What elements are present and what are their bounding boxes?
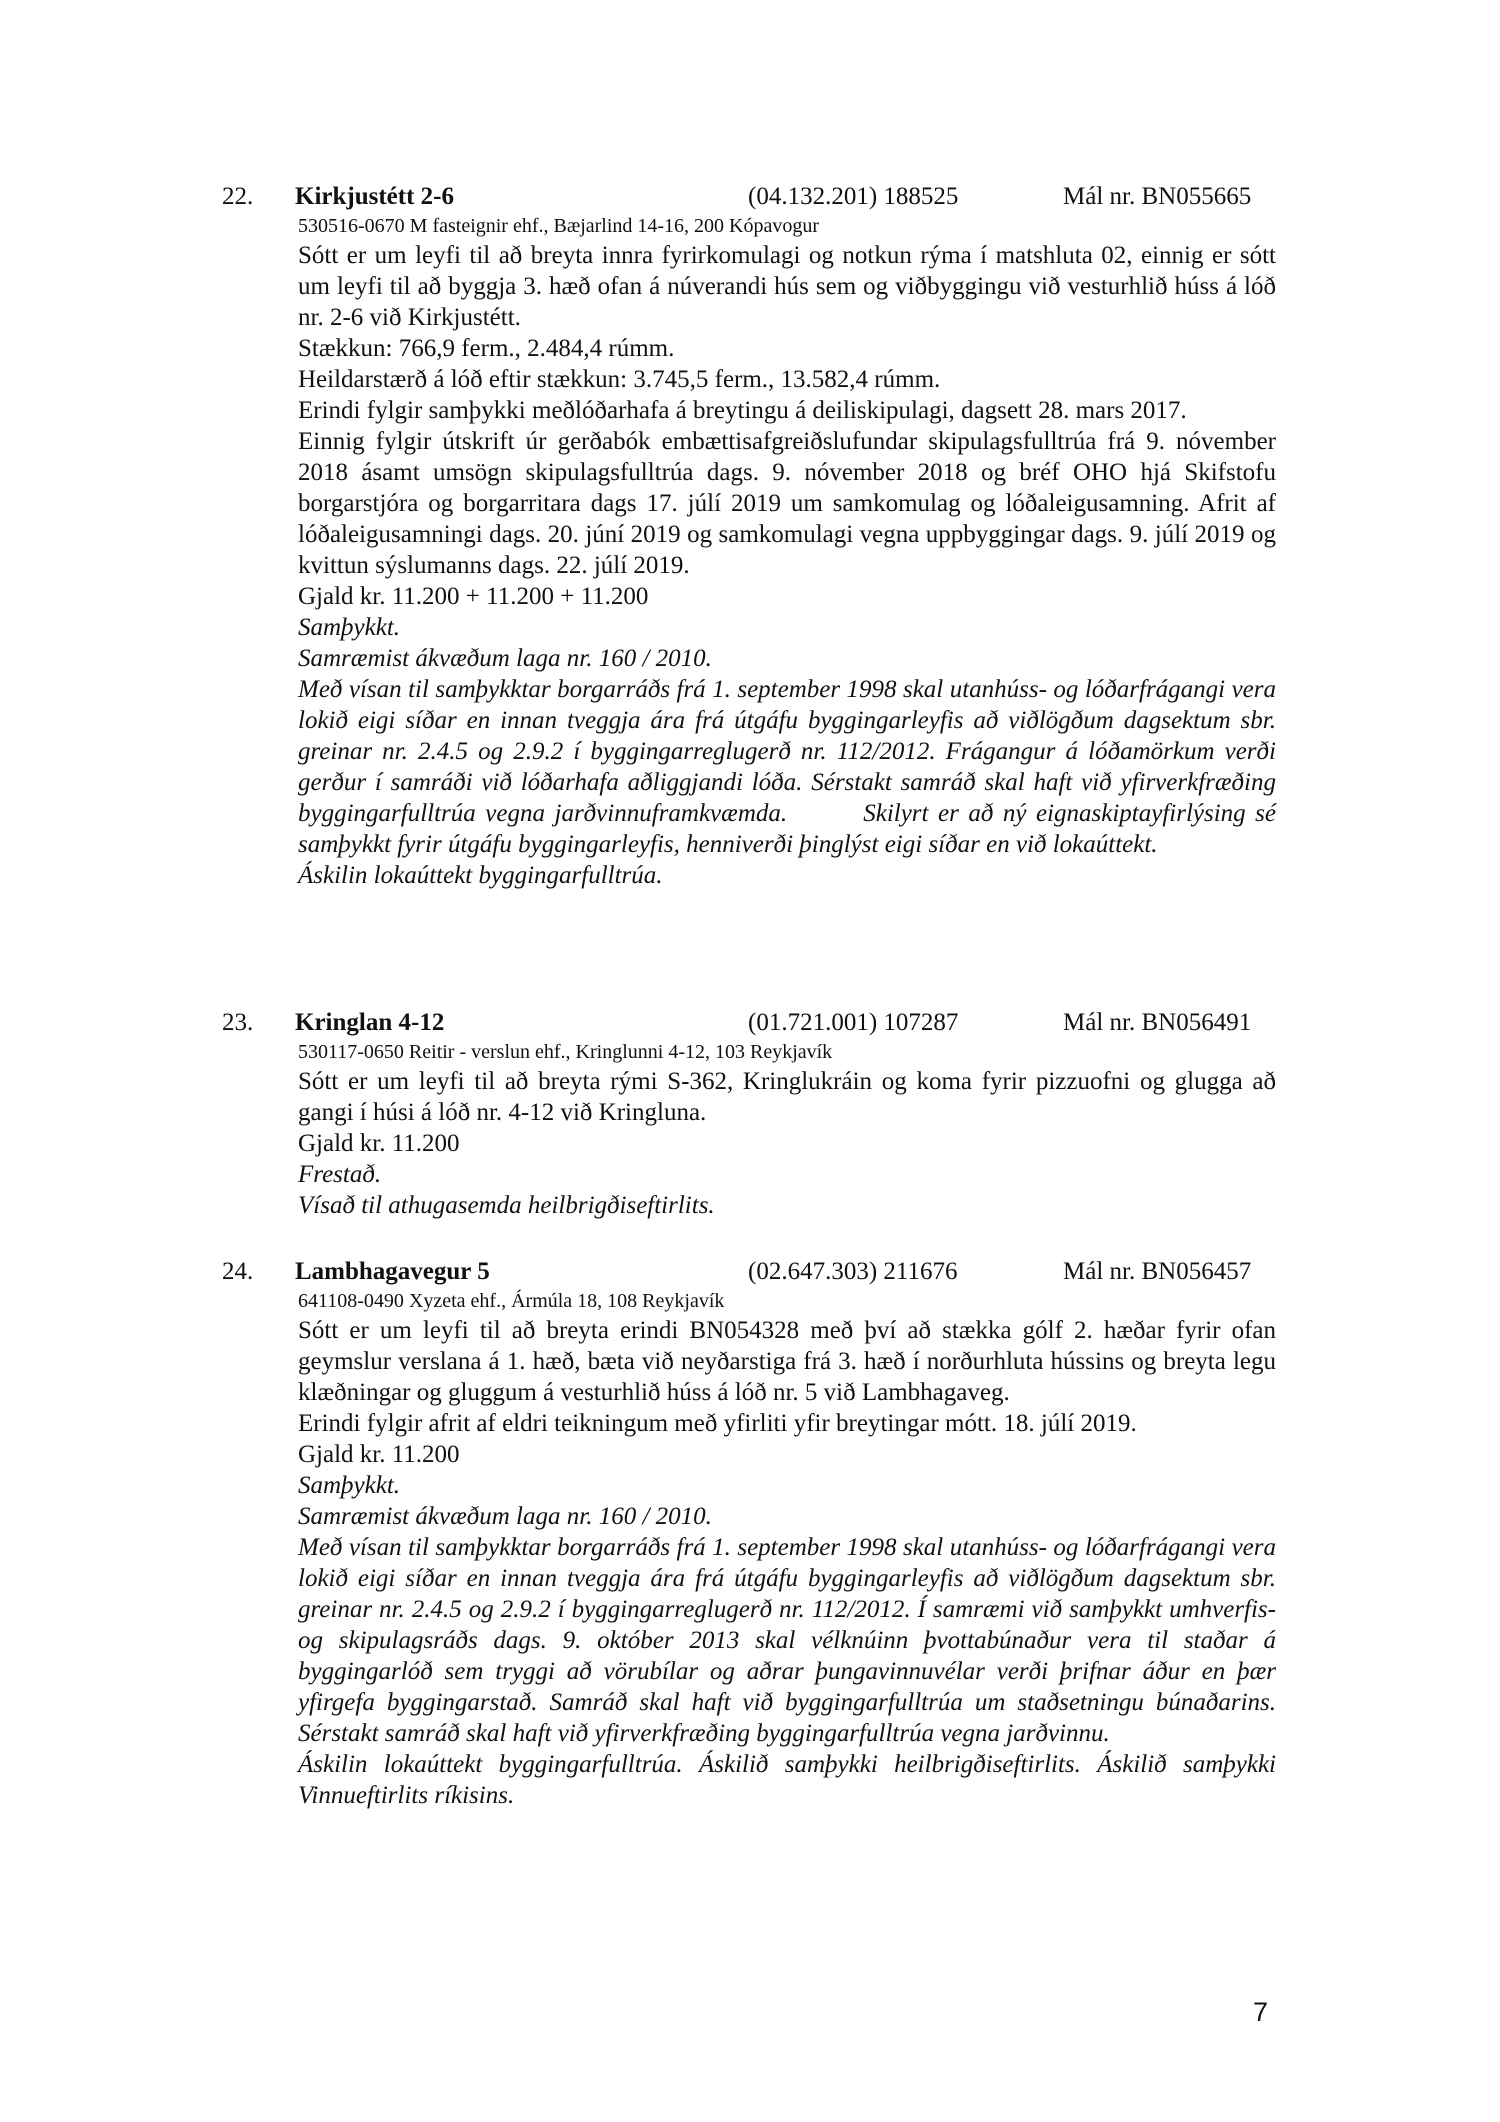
paragraph: Erindi fylgir samþykki meðlóðarhafa á breytingu á deiliskipulagi, dagsett 28. mars 2017.	[298, 397, 1187, 424]
case-number: 23.	[222, 1009, 254, 1036]
fee: Gjald kr. 11.200	[298, 1441, 460, 1468]
decision: Áskilin lokaúttekt byggingarfulltrúa. Áskilið samþykki heilbrigðiseftirlits. Áskilið samþykki Vinnueftirlits ríkisins.	[298, 1751, 1276, 1809]
decision: Með vísan til samþykktar borgarráðs frá 1. september 1998 skal utanhúss- og lóðarfrágangi vera lokið eigi síðar en innan tveggja ára frá útgáfu byggingarleyfis að viðlögðum dagsektum sbr. greinar nr. 2.4.5 og 2.9.2 í byggingarreglugerð nr. 112/2012. Frágangur á lóðamörkum verði gerður í samráði við lóðarhafa aðliggjandi lóða. Sérstakt samráð skal haft við yfirverkfræðing byggingarfulltrúa vegna jarðvinnuframkvæmda. Skilyrt er að ný eignaskiptayfirlýsing sé samþykkt fyrir útgáfu byggingarleyfis, henniverði þinglýst eigi síðar en við lokaúttekt.	[298, 676, 1283, 858]
case-body	[298, 1315, 1276, 1811]
decision: Samræmist ákvæðum laga nr. 160 / 2010.	[298, 645, 712, 672]
applicant: 641108-0490 Xyzeta ehf., Ármúla 18, 108 Reykjavík	[298, 1290, 725, 1312]
case-24	[0, 1255, 1500, 1811]
land-number: (01.721.001) 107287	[748, 1009, 959, 1036]
decision: Samræmist ákvæðum laga nr. 160 / 2010.	[298, 1503, 712, 1530]
applicant: 530117-0650 Reitir - verslun ehf., Kringlunni 4-12, 103 Reykjavík	[298, 1041, 833, 1063]
case-header	[0, 1006, 1500, 1040]
fee: Gjald kr. 11.200	[298, 1130, 460, 1157]
applicant: 530516-0670 M fasteignir ehf., Bæjarlind 14-16, 200 Kópavogur	[298, 215, 820, 237]
case-address: Kringlan 4-12	[295, 1009, 445, 1036]
case-body	[298, 240, 1283, 891]
decision: Frestað.	[298, 1161, 382, 1188]
fee: Gjald kr. 11.200 + 11.200 + 11.200	[298, 583, 649, 610]
case-header	[0, 180, 1500, 214]
case-file-number: Mál nr. BN056457	[1063, 1258, 1252, 1285]
decision: Samþykkt.	[298, 614, 401, 641]
case-body	[298, 1066, 1276, 1221]
case-number: 22.	[222, 183, 254, 210]
decision: Vísað til athugasemda heilbrigðiseftirlits.	[298, 1192, 715, 1219]
paragraph: Einnig fylgir útskrift úr gerðabók embættisafgreiðslufundar skipulagsfulltrúa frá 9. nóvember 2018 ásamt umsögn skipulagsfulltrúa dags. 9. nóvember 2018 og bréf OHO hjá Skifstofu borgarstjóra og borgarritara dags 17. júlí 2019 um samkomulag og lóðaleigusamning. Afrit af lóðaleigusamningi dags. 20. júní 2019 og samkomulagi vegna uppbyggingar dags. 9. júlí 2019 og kvittun sýslumanns dags. 22. júlí 2019.	[298, 428, 1276, 579]
decision: Með vísan til samþykktar borgarráðs frá 1. september 1998 skal utanhúss- og lóðarfrágangi vera lokið eigi síðar en innan tveggja ára frá útgáfu byggingarleyfis að viðlögðum dagsektum sbr. greinar nr. 2.4.5 og 2.9.2 í byggingarreglugerð nr. 112/2012. Í samræmi við samþykkt umhverfis- og skipulagsráðs dags. 9. október 2013 skal vélknúinn þvottabúnaður vera til staðar á byggingarlóð sem tryggi að vörubílar og aðrar þungavinnuvélar verði þrifnar áður en þær yfirgefa byggingarstað. Samráð skal haft við byggingarfulltrúa um staðsetningu búnaðarins. Sérstakt samráð skal haft við yfirverkfræðing byggingarfulltrúa vegna jarðvinnu.	[298, 1534, 1276, 1747]
case-address: Lambhagavegur 5	[295, 1258, 490, 1285]
land-number: (02.647.303) 211676	[748, 1258, 958, 1285]
case-address: Kirkjustétt 2-6	[295, 183, 454, 210]
decision: Áskilin lokaúttekt byggingarfulltrúa.	[298, 862, 663, 889]
paragraph: Erindi fylgir afrit af eldri teikningum með yfirliti yfir breytingar mótt. 18. júlí 2019.	[298, 1410, 1137, 1437]
case-file-number: Mál nr. BN055665	[1063, 183, 1252, 210]
paragraph: Stækkun: 766,9 ferm., 2.484,4 rúmm.	[298, 335, 675, 362]
case-23	[0, 1006, 1500, 1221]
page-number: 7	[1253, 1997, 1269, 2027]
paragraph: Heildarstærð á lóð eftir stækkun: 3.745,5 ferm., 13.582,4 rúmm.	[298, 366, 941, 393]
land-number: (04.132.201) 188525	[748, 183, 959, 210]
case-number: 24.	[222, 1258, 254, 1285]
case-22	[0, 180, 1500, 891]
paragraph: Sótt er um leyfi til að breyta erindi BN054328 með því að stækka gólf 2. hæðar fyrir ofan geymslur verslana á 1. hæð, bæta við neyðarstiga frá 3. hæð í norðurhluta hússins og breyta legu klæðningar og gluggum á vesturhlið húss á lóð nr. 5 við Lambhagaveg.	[298, 1317, 1276, 1406]
paragraph: Sótt er um leyfi til að breyta innra fyrirkomulagi og notkun rýma í matshluta 02, einnig er sótt um leyfi til að byggja 3. hæð ofan á núverandi hús sem og viðbyggingu við vesturhlið húss á lóð nr. 2-6 við Kirkjustétt.	[298, 242, 1276, 331]
decision: Samþykkt.	[298, 1472, 401, 1499]
case-file-number: Mál nr. BN056491	[1063, 1009, 1252, 1036]
paragraph: Sótt er um leyfi til að breyta rými S-362, Kringlukráin og koma fyrir pizzuofni og glugga að gangi í húsi á lóð nr. 4-12 við Kringluna.	[298, 1068, 1276, 1126]
case-header	[0, 1255, 1500, 1289]
